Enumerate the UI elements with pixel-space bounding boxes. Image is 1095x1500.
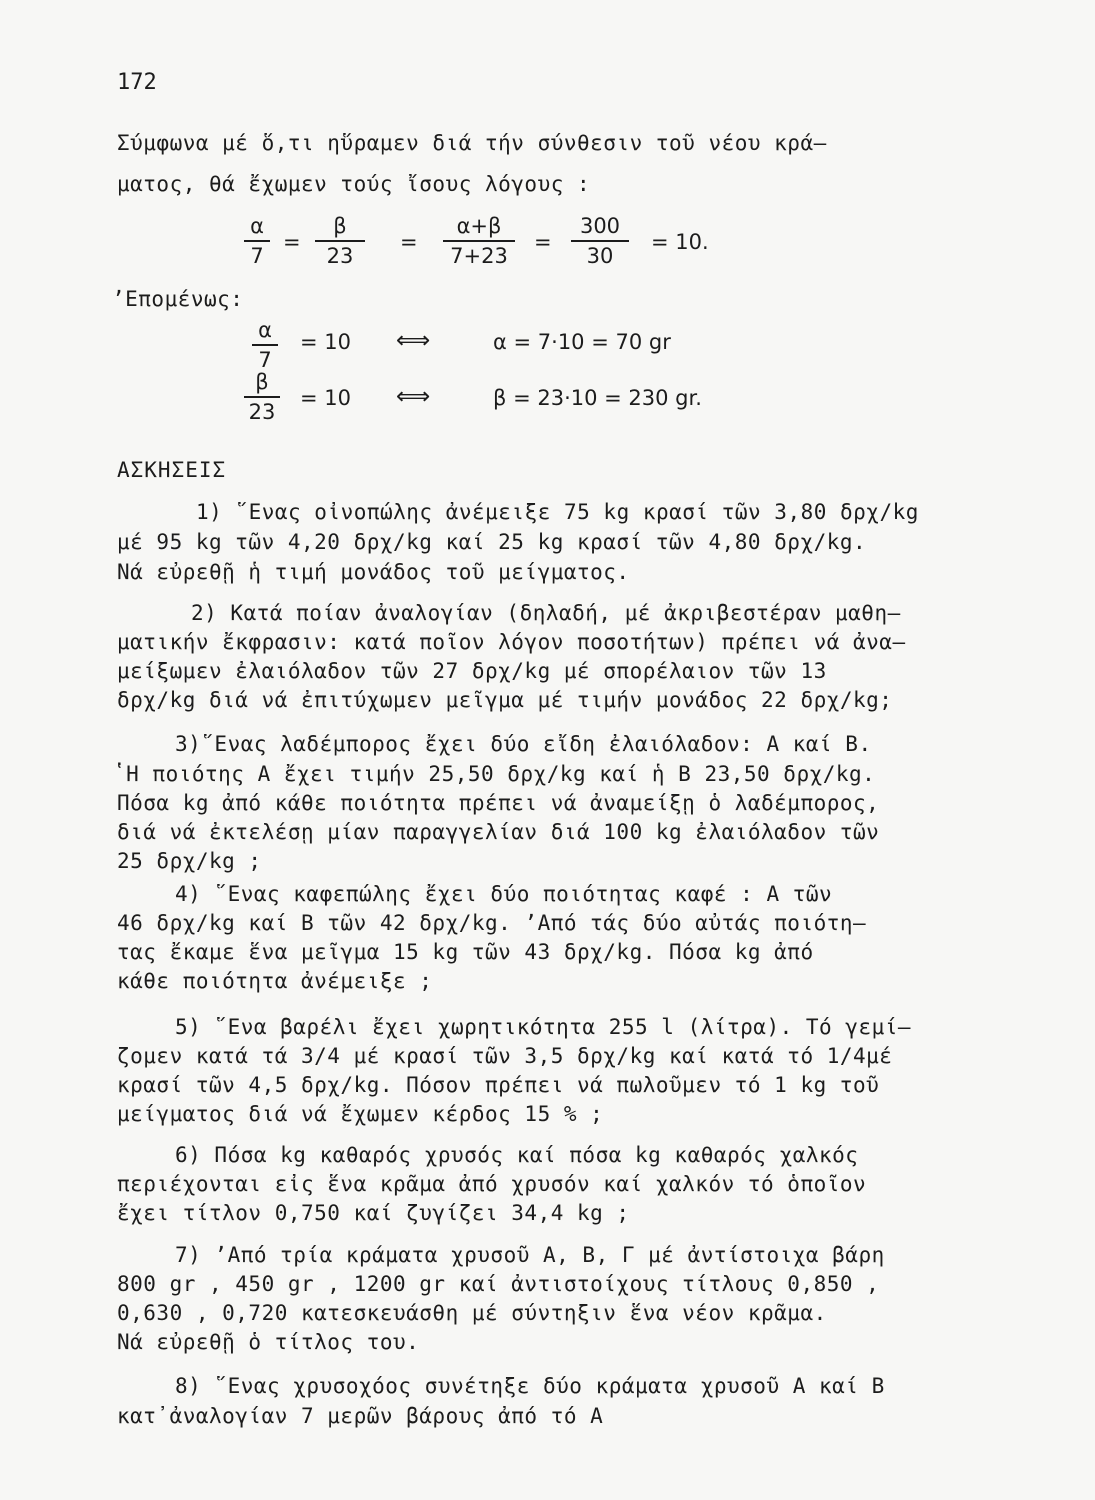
numerator: α — [244, 214, 270, 242]
exercise-text-line: 1) ῞Ενας οἰνοπώλης ἀνέμειξε 75 kg κρασί τῶν 3,80 δρχ/kg — [196, 500, 919, 524]
exercise-text-line: 4) ῞Ενας καφεπώλης ἔχει δύο ποιότητας καφέ : Α τῶν — [175, 882, 833, 906]
fraction-b-over-23 — [244, 370, 280, 424]
intro-line-1: Σύμφωνα μέ ὅ,τι ηὕραμεν διά τήν σύνθεσιν τοῦ νέου κρά– — [117, 131, 827, 155]
exercise-text-line: κρασί τῶν 4,5 δρχ/kg. Πόσον πρέπει νά πωλοῦμεν τό 1 kg τοῦ — [117, 1073, 880, 1097]
exercise-text-line: 46 δρχ/kg καί Β τῶν 42 δρχ/kg. ʼΑπό τάς δύο αὐτάς ποιότη– — [117, 911, 867, 935]
equation-result: = 10. — [651, 230, 709, 254]
exercise-text-line: δρχ/kg διά νά ἐπιτύχωμεν μεῖγμα μέ τιμήν μονάδος 22 δρχ/kg; — [117, 688, 893, 712]
fraction-b-over-23 — [315, 214, 365, 268]
numerator: β — [315, 214, 365, 242]
equals-sign: = — [534, 230, 552, 254]
exercise-text-line: 25 δρχ/kg ; — [117, 849, 262, 873]
exercise-text-line: 7) ʼΑπό τρία κράματα χρυσοῦ Α, Β, Γ μέ ἀντίστοιχα βάρη — [175, 1243, 885, 1267]
fraction-a-over-7 — [244, 214, 270, 268]
exercise-text-line: 800 gr , 450 gr , 1200 gr καί ἀντιστοίχους τίτλους 0,850 , — [117, 1272, 880, 1296]
exercise-text-line: 8) ῞Ενας χρυσοχόος συνέτηξε δύο κράματα χρυσοῦ Α καί Β — [175, 1374, 885, 1398]
exercise-text-line: 2) Κατά ποίαν ἀναλογίαν (δηλαδή, μέ ἀκριβεστέραν μαθη– — [191, 601, 901, 625]
exercise-text-line: διά νά ἐκτελέσῃ μίαν παραγγελίαν διά 100 kg ἐλαιόλαδον τῶν — [117, 820, 880, 844]
exercise-text-line: Νά εὐρεθῇ ἡ τιμή μονάδος τοῦ μείγματος. — [117, 560, 630, 584]
solution-b: β = 23·10 = 230 gr. — [493, 386, 702, 410]
exercise-text-line: ματικήν ἔκφρασιν: κατά ποῖον λόγον ποσοτήτων) πρέπει νά ἀνα– — [117, 630, 906, 654]
equivalence-arrow-icon: ⟺ — [396, 382, 431, 410]
numerator: 300 — [571, 214, 629, 242]
exercise-text-line: μείγματος διά νά ἔχωμεν κέρδος 15 % ; — [117, 1102, 604, 1126]
exercise-text-line: ἔχει τίτλον 0,750 καί ζυγίζει 34,4 kg ; — [117, 1201, 630, 1225]
exercise-text-line: μέ 95 kg τῶν 4,20 δρχ/kg καί 25 kg κρασί τῶν 4,80 δρχ/kg. — [117, 530, 867, 554]
page-number: 172 — [117, 70, 157, 95]
equals-ten: = 10 — [300, 330, 351, 354]
numerator: β — [244, 370, 280, 398]
equivalence-arrow-icon: ⟺ — [396, 326, 431, 354]
exercise-text-line: μείξωμεν ἐλαιόλαδον τῶν 27 δρχ/kg μέ σπορέλαιον τῶν 13 — [117, 659, 827, 683]
equals-sign: = — [283, 230, 301, 254]
numerator: α — [252, 318, 278, 346]
exercise-text-line: 6) Πόσα kg καθαρός χρυσός καί πόσα kg καθαρός χαλκός — [175, 1143, 859, 1167]
exercise-text-line: Πόσα kg ἀπό κάθε ποιότητα πρέπει νά ἀναμείξῃ ὁ λαδέμπορος, — [117, 791, 880, 815]
exercise-text-line: 0,630 , 0,720 κατεσκευάσθη μέ σύντηξιν ἕνα νέον κρᾶμα. — [117, 1301, 827, 1325]
exercises-heading: ΑΣΚΗΣΕΙΣ — [117, 458, 227, 482]
exercise-text-line: κάθε ποιότητα ἀνέμειξε ; — [117, 969, 433, 993]
solution-a: α = 7·10 = 70 gr — [493, 330, 671, 354]
denominator: 7+23 — [450, 244, 508, 268]
exercise-text-line: 5) ῞Ενα βαρέλι ἔχει χωρητικότητα 255 l (λίτρα). Τό γεμί– — [175, 1015, 912, 1039]
equals-ten: = 10 — [300, 386, 351, 410]
fraction-300-over-30 — [571, 214, 629, 268]
exercise-text-line: ʽΗ ποιότης Α ἔχει τιμήν 25,50 δρχ/kg καί ἡ Β 23,50 δρχ/kg. — [113, 762, 876, 786]
therefore-label: ʼΕπομένως: — [112, 287, 244, 311]
denominator: 23 — [248, 400, 276, 424]
exercise-text-line: περιέχονται εἰς ἕνα κρᾶμα ἀπό χρυσόν καί χαλκόν τό ὁποῖον — [117, 1172, 867, 1196]
denominator: 23 — [326, 244, 354, 268]
numerator: α+β — [443, 214, 515, 242]
exercise-text-line: 3)῞Ενας λαδέμπορος ἔχει δύο εἴδη ἐλαιόλαδον: Α καί Β. — [175, 732, 872, 756]
exercise-text-line: ζομεν κατά τά 3/4 μέ κρασί τῶν 3,5 δρχ/kg καί κατά τό 1/4μέ — [117, 1044, 893, 1068]
fraction-a-over-7 — [252, 318, 278, 372]
fraction-sum — [443, 214, 515, 268]
exercise-text-line: τας ἔκαμε ἕνα μεῖγμα 15 kg τῶν 43 δρχ/kg. Πόσα kg ἀπό — [117, 940, 814, 964]
denominator: 7 — [250, 244, 264, 268]
equals-sign: = — [400, 230, 418, 254]
exercise-text-line: Νά εὐρεθῇ ὁ τίτλος του. — [117, 1330, 420, 1354]
exercise-text-line: κατ᾽ἀναλογίαν 7 μερῶν βάρους ἀπό τό Α — [117, 1404, 604, 1428]
intro-line-2: ματος, θά ἔχωμεν τούς ἴσους λόγους : — [117, 172, 591, 196]
denominator: 30 — [586, 244, 614, 268]
denominator: 7 — [258, 348, 272, 372]
